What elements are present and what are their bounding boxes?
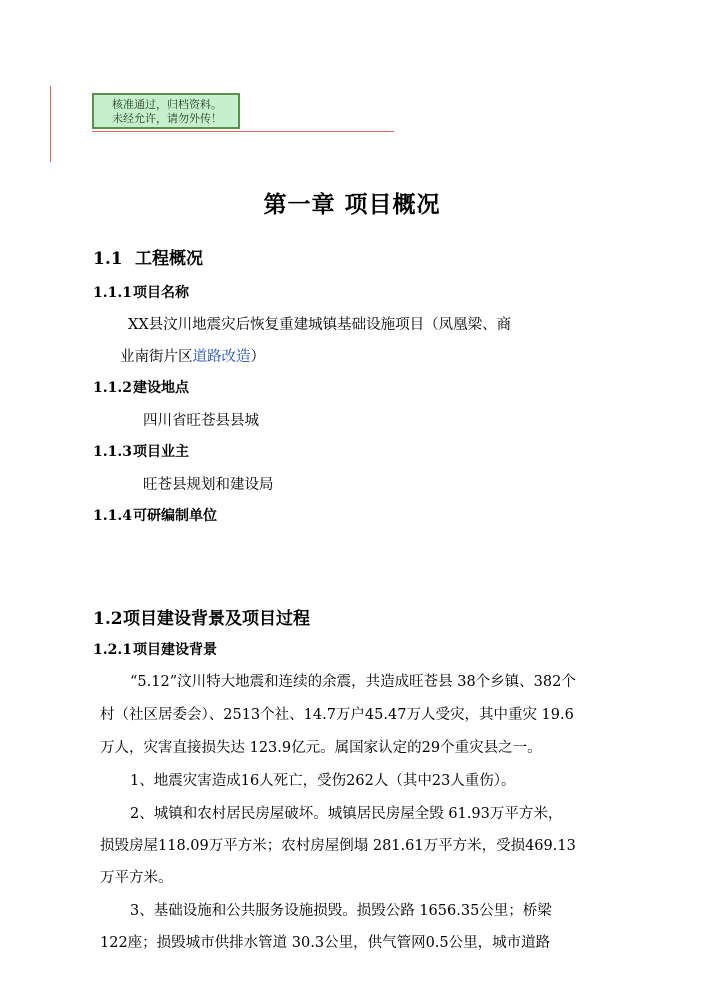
heading-number: 1.2 (93, 609, 123, 629)
body-line-6: 损毁房屋118.09万平方米；农村房屋倒塌 281.61万平方米，受损469.13 (100, 838, 576, 854)
road-renovation-link[interactable]: 道路改造 (192, 349, 251, 365)
body-line-8: 3、基础设施和公共服务设施损毁。损毁公路 1656.35公里；桥梁 (130, 903, 552, 919)
heading-text: 项目建设背景 (133, 642, 217, 658)
heading-number: 1.1.2 (93, 380, 132, 396)
chapter-title: 第一章 项目概况 (263, 191, 441, 218)
approval-stamp (92, 93, 240, 129)
margin-line (50, 86, 51, 162)
heading-text: 项目名称 (133, 285, 189, 301)
heading-1-2 (93, 604, 310, 629)
body-line-9: 122座；损毁城市供排水管道 30.3公里，供气管网0.5公里，城市道路 (100, 935, 551, 951)
heading-number: 1.1.1 (93, 285, 132, 301)
heading-number: 1.1.4 (93, 508, 132, 524)
project-name-text: 业南街片区 (120, 349, 193, 365)
stamp-line-1: 核准通过，归档资料。 (112, 98, 222, 111)
body-line-5: 2、城镇和农村居民房屋破坏。城镇居民房屋全毁 61.93万平方米， (130, 806, 563, 822)
body-line-2: 村（社区居委会）、2513个社、14.7万户45.47万人受灾，其中重灾 19.6 (100, 707, 574, 723)
heading-1-1-4 (93, 505, 217, 525)
heading-text: 项目建设背景及项目过程 (123, 609, 310, 629)
header-rule (92, 131, 394, 132)
heading-1-2-1 (93, 639, 217, 659)
body-line-4: 1、地震灾害造成16人死亡，受伤262人（其中23人重伤）。 (130, 773, 516, 789)
project-name-line-1: XX县汶川地震灾后恢复重建城镇基础设施项目（凤凰梁、商 (128, 317, 512, 333)
heading-number: 1.1 (93, 249, 123, 269)
location-text: 四川省旺苍县县城 (143, 413, 259, 429)
heading-number: 1.1.3 (93, 444, 132, 460)
project-name-line-2 (120, 345, 265, 366)
body-line-7: 万平方米。 (100, 870, 173, 886)
stamp-line-2: 未经允许，请勿外传！ (112, 112, 222, 125)
heading-text: 建设地点 (133, 380, 189, 396)
heading-text: 工程概况 (135, 249, 203, 269)
heading-text: 项目业主 (133, 444, 189, 460)
body-line-3: 万人，灾害直接损失达 123.9亿元。属国家认定的29个重灾县之一。 (100, 740, 542, 756)
owner-text: 旺苍县规划和建设局 (143, 477, 274, 493)
heading-1-1-2 (93, 377, 189, 397)
heading-1-1 (93, 244, 203, 269)
project-name-close: ） (250, 349, 265, 365)
body-line-1: “5.12”汶川特大地震和连续的余震，共造成旺苍县 38个乡镇、382个 (130, 674, 576, 690)
heading-1-1-3 (93, 441, 189, 461)
heading-number: 1.2.1 (93, 642, 132, 658)
heading-1-1-1 (93, 282, 189, 302)
heading-text: 可研编制单位 (133, 508, 217, 524)
